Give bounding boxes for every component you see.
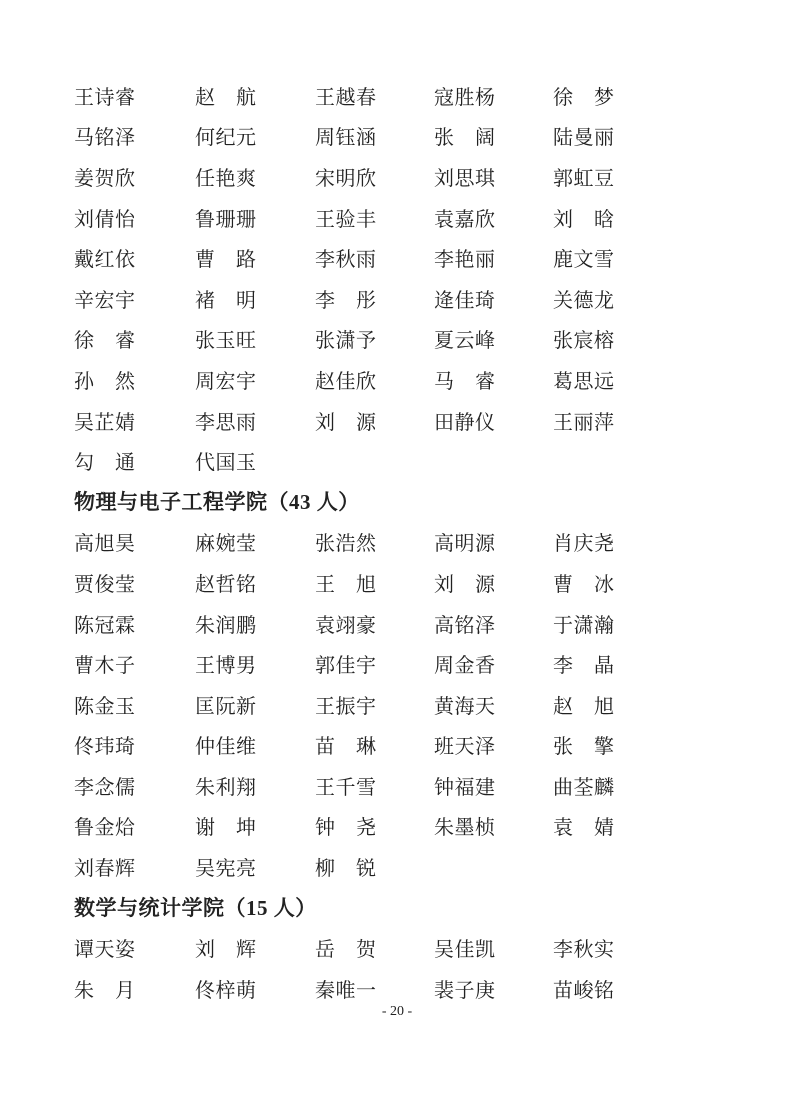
student-name: 王振宇 <box>315 695 377 718</box>
student-name: 黄海天 <box>434 695 496 718</box>
student-name: 赵佳欣 <box>315 370 377 393</box>
student-name: 鲁珊珊 <box>195 208 257 231</box>
student-name: 王验丰 <box>315 208 377 231</box>
student-name: 褚 明 <box>195 289 257 312</box>
name-row <box>74 806 764 847</box>
name-row <box>74 319 764 360</box>
name-row <box>74 116 764 157</box>
student-name: 刘 晗 <box>553 208 615 231</box>
section-heading: 数学与统计学院（15 人） <box>74 896 317 921</box>
student-name: 曹木子 <box>74 655 136 678</box>
student-name: 苗 琳 <box>315 736 377 759</box>
name-row <box>74 846 764 887</box>
student-name: 徐 梦 <box>553 86 615 109</box>
student-name: 王博男 <box>195 655 257 678</box>
student-name: 高铭泽 <box>434 614 496 637</box>
name-row <box>74 278 764 319</box>
student-name: 匡阮新 <box>195 695 257 718</box>
name-row <box>74 765 764 806</box>
student-name: 马铭泽 <box>74 127 136 150</box>
student-name: 周金香 <box>434 655 496 678</box>
name-row <box>74 927 764 968</box>
student-name: 肖庆尧 <box>553 533 615 556</box>
student-name: 李秋实 <box>553 939 615 962</box>
student-name: 马 睿 <box>434 370 496 393</box>
student-name: 李 晶 <box>553 655 615 678</box>
student-name: 寇胜杨 <box>434 86 496 109</box>
student-name: 夏云峰 <box>434 330 496 353</box>
student-name: 田静仪 <box>434 411 496 434</box>
student-name: 张宸榕 <box>553 330 615 353</box>
student-name: 吴宪亮 <box>195 858 257 881</box>
student-name: 赵 航 <box>195 86 257 109</box>
student-name: 王丽萍 <box>553 411 615 434</box>
student-name: 佟玮琦 <box>74 736 136 759</box>
student-name: 张 擎 <box>553 736 615 759</box>
name-row <box>74 643 764 684</box>
student-name: 苗峻铭 <box>553 979 615 1002</box>
student-name: 王越春 <box>315 86 377 109</box>
student-name: 袁 婧 <box>553 817 615 840</box>
name-row <box>74 75 764 116</box>
student-name: 钟福建 <box>434 776 496 799</box>
student-name: 周钰涵 <box>315 127 377 150</box>
student-name: 陈冠霖 <box>74 614 136 637</box>
student-name: 高明源 <box>434 533 496 556</box>
student-name: 孙 然 <box>74 370 136 393</box>
student-name: 任艳爽 <box>195 167 257 190</box>
student-name: 秦唯一 <box>315 979 377 1002</box>
student-name: 朱墨桢 <box>434 817 496 840</box>
student-name: 王 旭 <box>315 573 377 596</box>
name-row <box>74 725 764 766</box>
student-name: 鲁金烚 <box>74 817 136 840</box>
student-name: 葛思远 <box>553 370 615 393</box>
name-row <box>74 603 764 644</box>
student-name: 仲佳维 <box>195 736 257 759</box>
student-name: 赵 旭 <box>553 695 615 718</box>
student-name: 刘思琪 <box>434 167 496 190</box>
section-heading: 物理与电子工程学院（43 人） <box>74 490 360 515</box>
student-name: 吴芷婧 <box>74 411 136 434</box>
name-row <box>74 562 764 603</box>
student-name: 李 彤 <box>315 289 377 312</box>
student-name: 代国玉 <box>195 452 257 475</box>
student-name: 李秋雨 <box>315 249 377 272</box>
student-name: 李思雨 <box>195 411 257 434</box>
name-row <box>74 197 764 238</box>
student-name: 陈金玉 <box>74 695 136 718</box>
student-name: 袁翊豪 <box>315 614 377 637</box>
student-name: 张浩然 <box>315 533 377 556</box>
student-name: 吴佳凯 <box>434 939 496 962</box>
student-name: 李念儒 <box>74 776 136 799</box>
student-name: 郭佳宇 <box>315 655 377 678</box>
student-name: 朱 月 <box>74 979 136 1002</box>
student-name: 曹 冰 <box>553 573 615 596</box>
student-name: 郭虹豆 <box>553 167 615 190</box>
student-name: 高旭昊 <box>74 533 136 556</box>
page-number: - 20 - <box>381 1004 413 1019</box>
student-name: 王诗睿 <box>74 86 136 109</box>
student-name: 谢 坤 <box>195 817 257 840</box>
student-name: 戴红依 <box>74 249 136 272</box>
student-name: 朱利翔 <box>195 776 257 799</box>
name-row <box>74 440 764 481</box>
student-name: 赵哲铭 <box>195 573 257 596</box>
student-name: 姜贺欣 <box>74 167 136 190</box>
student-name: 刘春辉 <box>74 858 136 881</box>
name-list <box>74 75 764 1009</box>
student-name: 谭天姿 <box>74 939 136 962</box>
student-name: 何纪元 <box>195 127 257 150</box>
name-row <box>74 400 764 441</box>
student-name: 徐 睿 <box>74 330 136 353</box>
student-name: 曹 路 <box>195 249 257 272</box>
student-name: 陆曼丽 <box>553 127 615 150</box>
student-name: 班天泽 <box>434 736 496 759</box>
name-row <box>74 359 764 400</box>
student-name: 贾俊莹 <box>74 573 136 596</box>
name-row <box>74 156 764 197</box>
student-name: 鹿文雪 <box>553 249 615 272</box>
student-name: 逄佳琦 <box>434 289 496 312</box>
student-name: 辛宏宇 <box>74 289 136 312</box>
name-row <box>74 684 764 725</box>
student-name: 王千雪 <box>315 776 377 799</box>
student-name: 李艳丽 <box>434 249 496 272</box>
student-name: 张潇予 <box>315 330 377 353</box>
name-row <box>74 237 764 278</box>
student-name: 岳 贺 <box>315 939 377 962</box>
name-row <box>74 522 764 563</box>
student-name: 刘倩怡 <box>74 208 136 231</box>
student-name: 刘 源 <box>434 573 496 596</box>
student-name: 裴子庚 <box>434 979 496 1002</box>
student-name: 麻婉莹 <box>195 533 257 556</box>
student-name: 周宏宇 <box>195 370 257 393</box>
name-row <box>74 968 764 1009</box>
student-name: 于潇瀚 <box>553 614 615 637</box>
student-name: 刘 源 <box>315 411 377 434</box>
student-name: 勾 通 <box>74 452 136 475</box>
student-name: 钟 尧 <box>315 817 377 840</box>
student-name: 袁嘉欣 <box>434 208 496 231</box>
student-name: 张玉旺 <box>195 330 257 353</box>
student-name: 宋明欣 <box>315 167 377 190</box>
student-name: 刘 辉 <box>195 939 257 962</box>
student-name: 佟梓萌 <box>195 979 257 1002</box>
student-name: 张 阔 <box>434 127 496 150</box>
student-name: 曲荃麟 <box>553 776 615 799</box>
student-name: 柳 锐 <box>315 858 377 881</box>
student-name: 朱润鹏 <box>195 614 257 637</box>
student-name: 关德龙 <box>553 289 615 312</box>
